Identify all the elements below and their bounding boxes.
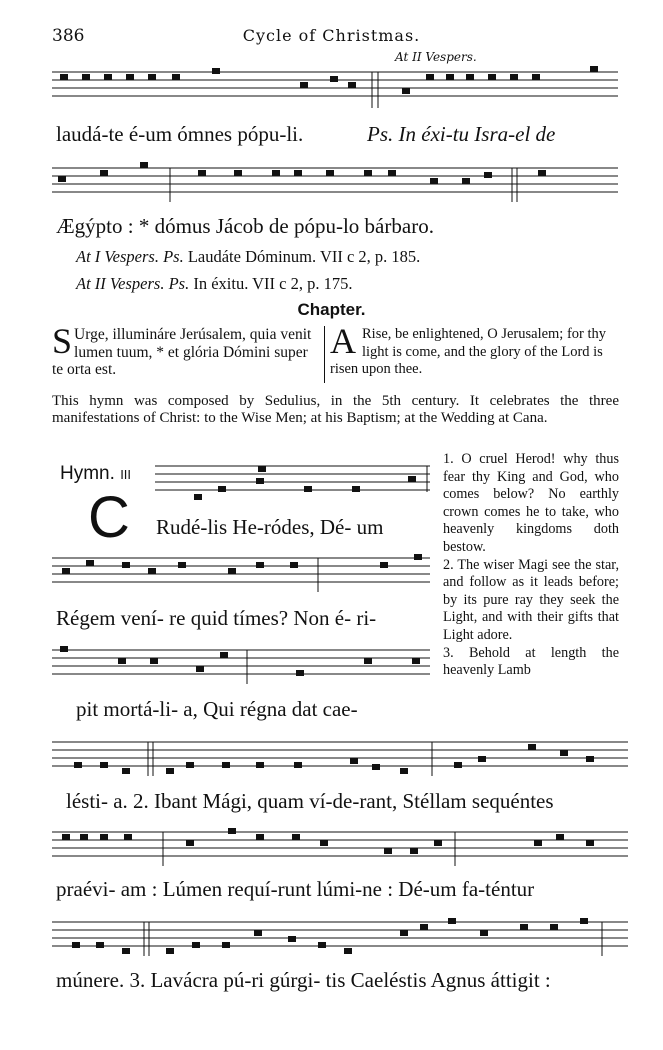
chapter-latin xyxy=(52,321,320,379)
chapter-latin-text: Urge, illumináre Jerúsalem, quia venit lumen tuum, * et glória Dómini super te orta est. xyxy=(52,326,312,378)
chapter-english xyxy=(330,321,617,379)
psalm-ref-1-label: At I Vespers. Ps. xyxy=(76,247,184,266)
hymn-initial: C xyxy=(88,485,130,550)
chant-lyric-1: laudá-te é-um ómnes pópu-li. xyxy=(56,122,304,146)
chant-lyric-2: Ps. In éxi-tu Isra-el de xyxy=(367,122,556,146)
psalm-ref-1-text: Laudáte Dóminum. VII c 2, p. 185. xyxy=(187,247,421,266)
vesper-note: At II Vespers. xyxy=(395,50,477,64)
psalm-ref-2 xyxy=(76,274,353,294)
hymn-english-verse-2: 2. The wiser Magi see the star, and follow as it leads before; by its pure ray they seek the Light, and with their gifts that Light adore. xyxy=(443,556,619,643)
hymn-note: This hymn was composed by Sedulius, in the 5th century. It celebrates the three manifestations of Christ: to the Wise Men; at his Baptism; at the Wedding at Cana. xyxy=(52,393,619,426)
hymn-english-column xyxy=(443,451,619,680)
chapter-latin-initial: S xyxy=(52,321,73,361)
chapter-english-initial: A xyxy=(330,321,356,361)
page-number: 386 xyxy=(52,26,85,46)
hymn-lyric-4: lésti- a. 2. Ibant Mági, quam ví-de-rant, Stéllam sequéntes xyxy=(66,789,554,813)
hymn-label-text: Hymn. xyxy=(60,463,115,484)
hymn-staff-5 xyxy=(0,818,663,878)
hymn-lyric-1: Rudé-lis He-ródes, Dé- um xyxy=(156,515,384,539)
psalm-ref-2-label: At II Vespers. Ps. xyxy=(76,274,190,293)
hymn-staff-4 xyxy=(0,728,663,788)
hymn-lyric-6: múnere. 3. Lavácra pú-ri gúrgi- tis Caeléstis Agnus áttigit : xyxy=(56,968,551,992)
hymn-lyric-2: Régem vení- re quid tímes? Non é- ri- xyxy=(56,606,377,630)
column-divider xyxy=(324,326,325,383)
chapter-english-text: Rise, be enlightened, O Jerusalem; for thy light is come, and the glory of the Lord is risen upon thee. xyxy=(330,326,607,377)
hymn-english-verse-1: 1. O cruel Herod! why thus fear thy King and God, who comes below? No earthly crown comes he to take, who heavenly kingdoms doth bestow. xyxy=(443,451,619,555)
chapter-heading: Chapter. xyxy=(297,300,366,319)
hymn-mode: III xyxy=(120,467,132,482)
running-title: Cycle of Christmas. xyxy=(242,26,421,45)
chant-lyric-3: Ægýpto : * dómus Jácob de pópu-lo bárbaro. xyxy=(56,214,434,238)
hymn-lyric-5: praévi- am : Lúmen requí-runt lúmi-ne : Dé-um fa-téntur xyxy=(56,877,535,901)
chant-staff-1 xyxy=(0,58,663,118)
psalm-ref-1 xyxy=(76,247,420,267)
hymn-english-verse-3: 3. Behold at length the heavenly Lamb xyxy=(443,644,619,679)
hymn-staff-6 xyxy=(0,908,663,968)
chant-staff-2 xyxy=(0,156,663,212)
psalm-ref-2-text: In éxitu. VII c 2, p. 175. xyxy=(193,274,353,293)
hymn-lyric-3: pit mortá-li- a, Qui régna dat cae- xyxy=(76,697,358,721)
